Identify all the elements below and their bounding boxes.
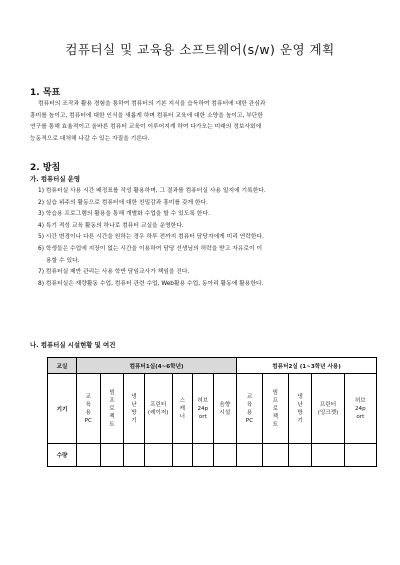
- equip-cell: 교 육 용 PC: [77, 374, 101, 444]
- equip-cell: 빔 프 로 젝 트: [100, 374, 124, 444]
- subsection-operation-heading: 가. 컴퓨터실 운영: [30, 175, 81, 183]
- list-item: 7) 컴퓨터실 제반 관리는 사용 학반 담임교사가 책임을 진다.: [38, 269, 190, 276]
- room2-header: 컴퓨터2실 (1~3학년 사용): [237, 358, 377, 374]
- section-goal-body: [30, 99, 375, 145]
- section-goal-heading: 1. 목표: [30, 88, 61, 98]
- equip-cell: 냉 난 방 기: [124, 374, 144, 444]
- qty-cell: [193, 444, 213, 467]
- list-item: 6) 학생들은 수업에 지장이 없는 시간을 이용하여 담당 선생님의 허락을 받고 자유로이 이: [38, 245, 263, 252]
- goal-line: 컴퓨터의 조작과 활용 경험을 통하여 컴퓨터의 기본 지식을 습득하여 컴퓨터에 대한 관심과: [38, 101, 266, 107]
- qty-cell: [124, 444, 144, 467]
- qty-cell: [213, 444, 237, 467]
- room1-header: 컴퓨터1실(4~6학년): [77, 358, 237, 374]
- equip-cell: 허브 24p ort: [344, 374, 376, 444]
- table-header-row: [48, 358, 377, 374]
- list-item: 1) 컴퓨터실 사용 시간 배정표를 작성 활용하며, 그 결과를 컴퓨터실 사용 일지에 기록한다.: [38, 188, 266, 194]
- goal-line: 흥미를 높이고, 컴퓨터에 대한 인식을 새롭게 하며 컴퓨터 교육에 대한 소양을 높이고, 부단한: [30, 112, 263, 119]
- qty-cell: [144, 444, 172, 467]
- equip-cell: 프린터 (레이저): [144, 374, 172, 444]
- list-item: 4) 특기 적성 교육 활동의 하나로 컴퓨터 교실을 운영한다.: [38, 222, 184, 229]
- equip-cell: 프린터 (잉크젯): [312, 374, 344, 444]
- list-item: 2) 실습 위주의 활동으로 컴퓨터에 대한 친밀감과 흥미를 갖게 한다.: [38, 199, 208, 206]
- facility-table: [47, 357, 377, 467]
- qty-cell: [312, 444, 344, 467]
- quantity-label-cell: 수량: [48, 444, 77, 467]
- equip-cell: 냉 난 방 기: [288, 374, 312, 444]
- qty-cell: [172, 444, 192, 467]
- equip-cell: 허브 24p ort: [193, 374, 213, 444]
- operation-list: [38, 186, 378, 290]
- qty-cell: [77, 444, 101, 467]
- list-item: 5) 시간 변경이나 다른 시간을 원하는 경우 하루 전까지 컴퓨터 담당자에게 미리 연락한다.: [38, 234, 264, 241]
- equip-cell: 스 캐 너: [172, 374, 192, 444]
- goal-line: 연구를 통해 효율적이고 올바른 컴퓨터 교육이 이루어지게 하여 다가오는 미래의 정보사회에: [30, 124, 262, 130]
- page-title: 컴퓨터실 및 교육용 소프트웨어(s/w) 운영 계획: [65, 42, 335, 57]
- list-item: 8) 컴퓨터실은 재량활동 수업, 컴퓨터 관련 수업, Web활용 수업, 동아리 활동에 활용한다.: [38, 280, 264, 287]
- table-row-quantity: [48, 444, 377, 467]
- list-item: 용할 수 있다.: [46, 257, 80, 264]
- qty-cell: [288, 444, 312, 467]
- goal-line: 능동적으로 대처해 나갈 수 있는 자질을 기른다.: [30, 135, 150, 142]
- equipment-label-cell: 기기: [48, 374, 77, 444]
- qty-cell: [344, 444, 376, 467]
- section-policy-heading: 2. 방침: [30, 163, 61, 173]
- room-label-cell: 교실: [48, 358, 77, 374]
- qty-cell: [100, 444, 124, 467]
- equip-cell: 교 육 용 PC: [237, 374, 263, 444]
- qty-cell: [237, 444, 263, 467]
- list-item: 3) 학습용 프로그램의 활용을 통해 개별화 수업을 할 수 있도록 한다.: [38, 211, 210, 218]
- qty-cell: [262, 444, 288, 467]
- subsection-facility-heading: 나. 컴퓨터실 시설현황 및 여건: [30, 341, 116, 349]
- equip-cell: 빔 프 로 젝 트: [262, 374, 288, 444]
- equip-cell: 음향 시설: [213, 374, 237, 444]
- table-row-equipment: [48, 374, 377, 444]
